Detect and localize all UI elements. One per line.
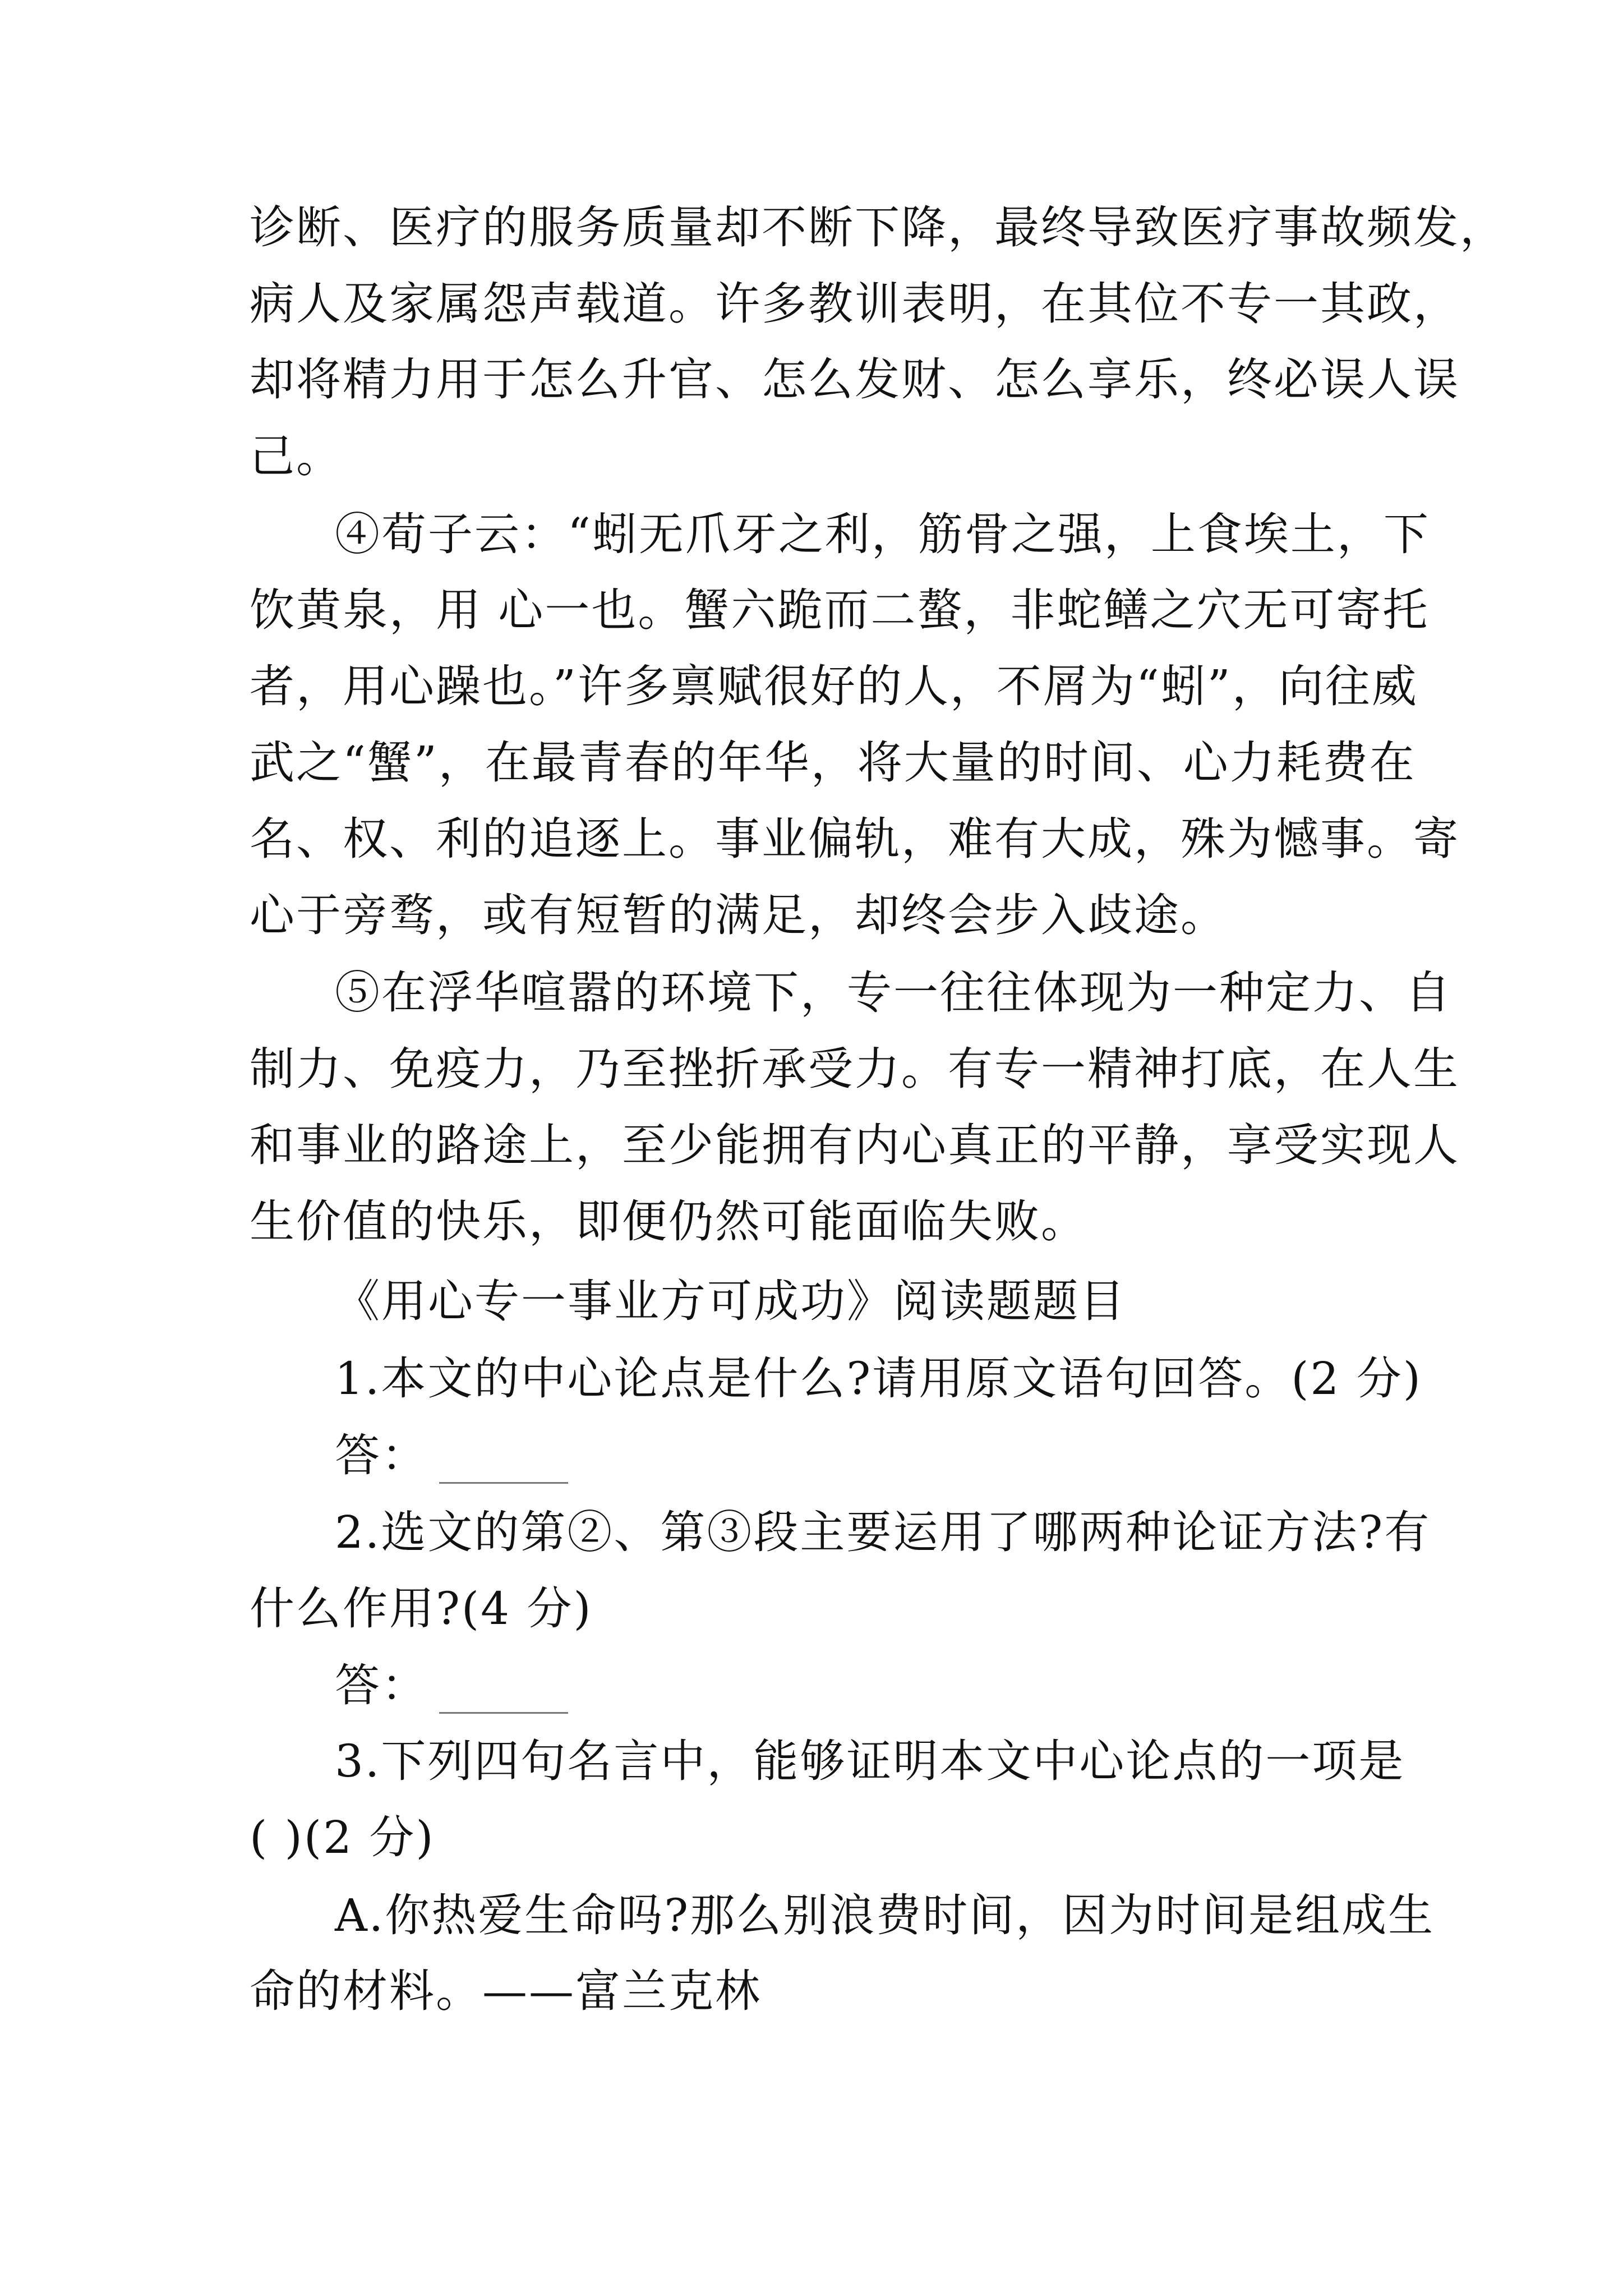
paragraph-4-line-4: 武之“蟹”，在最青春的年华，将大量的时间、心力耗费在 — [250, 737, 1416, 789]
question-1-answer — [335, 1428, 568, 1484]
question-2-answer — [335, 1658, 568, 1714]
answer-label: 答： — [335, 1429, 428, 1481]
question-3-line-1: 3.下列四句名言中，能够证明本文中心论点的一项是 — [335, 1735, 1405, 1787]
answer-blank — [439, 1448, 568, 1484]
paragraph-4-line-5: 名、权、利的追逐上。事业偏轨，难有大成，殊为憾事。寄 — [250, 813, 1460, 865]
paragraph-continued-line-4: 己。 — [250, 430, 343, 482]
paragraph-5-line-2: 制力、免疫力，乃至挫折承受力。有专一精神打底，在人生 — [250, 1043, 1460, 1095]
paragraph-5-line-1: ⑤在浮华喧嚣的环境下，专一往往体现为一种定力、自 — [335, 967, 1452, 1019]
paragraph-4-line-2: 饮黄泉，用 心一也。蟹六跪而二螯，非蛇鳝之穴无可寄托 — [250, 584, 1430, 636]
paragraph-4-line-1: ④荀子云：“蚓无爪牙之利，筋骨之强，上食埃土，下 — [335, 508, 1430, 560]
paragraph-4-line-6: 心于旁骛，或有短暂的满足，却终会步入歧途。 — [250, 889, 1227, 941]
paragraph-5-line-4: 生价值的快乐，即便仍然可能面临失败。 — [250, 1195, 1087, 1248]
question-2-line-2: 什么作用?(4 分) — [250, 1582, 593, 1635]
section-title: 《用心专一事业方可成功》阅读题题目 — [335, 1275, 1126, 1327]
answer-blank — [439, 1678, 568, 1714]
paragraph-continued-line-3: 却将精力用于怎么升官、怎么发财、怎么享乐，终必误人误 — [250, 353, 1460, 406]
paragraph-4-line-3: 者，用心躁也。”许多禀赋很好的人，不屑为“蚓”，向往威 — [250, 660, 1418, 712]
question-1-text: 1.本文的中心论点是什么?请用原文语句回答。(2 分) — [335, 1352, 1422, 1405]
paragraph-5-line-3: 和事业的路途上，至少能拥有内心真正的平静，享受实现人 — [250, 1119, 1460, 1171]
paragraph-continued-line-2: 病人及家属怨声载道。许多教训表明，在其位不专一其政， — [250, 278, 1460, 330]
question-3-line-2: ( )(2 分) — [250, 1811, 435, 1864]
paragraph-continued-line-1: 诊断、医疗的服务质量却不断下降，最终导致医疗事故频发， — [250, 201, 1506, 254]
option-a-line-1: A.你热爱生命吗?那么别浪费时间，因为时间是组成生 — [335, 1889, 1435, 1941]
question-2-line-1: 2.选文的第②、第③段主要运用了哪两种论证方法?有 — [335, 1506, 1431, 1558]
answer-label: 答： — [335, 1659, 428, 1711]
option-a-line-2: 命的材料。——富兰克林 — [250, 1965, 762, 2017]
